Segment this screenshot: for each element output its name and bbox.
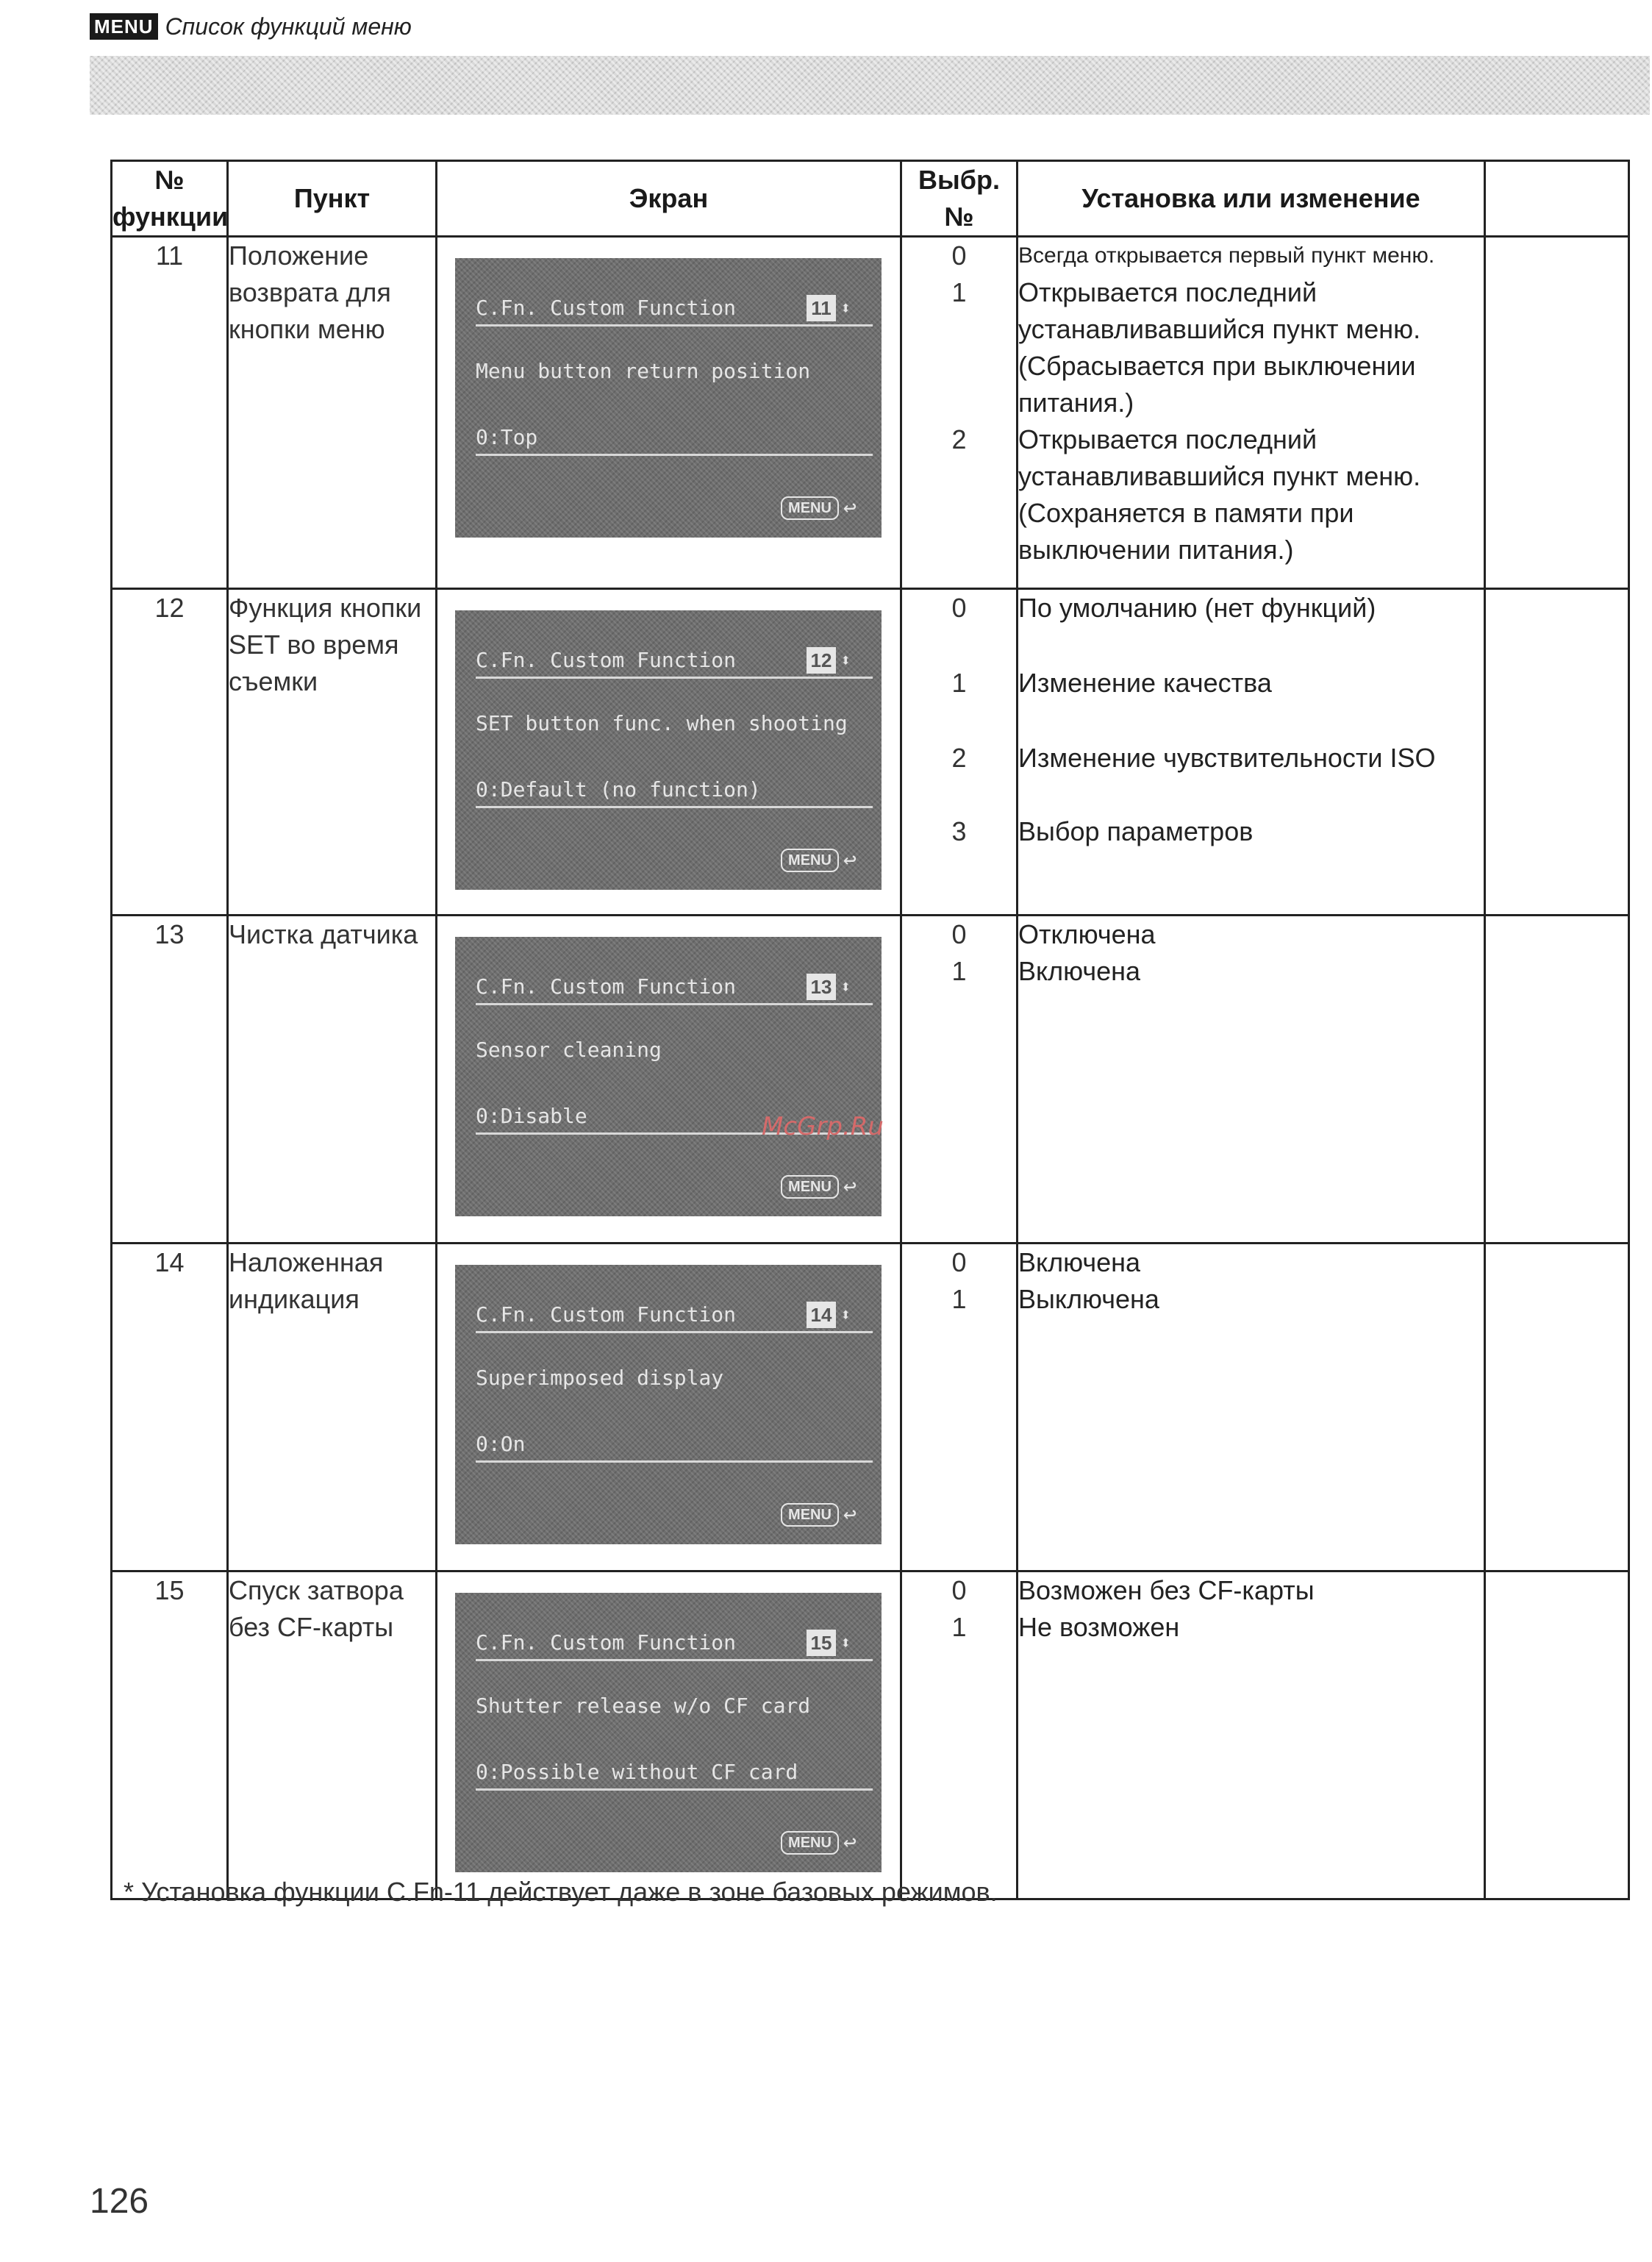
selection-number: 0 — [951, 919, 967, 949]
function-number: 13 — [112, 916, 228, 1244]
screen-function-value: 0:Disable — [476, 1104, 587, 1128]
selection-number: 1 — [951, 277, 967, 307]
screen-function-name: Superimposed display — [476, 1366, 724, 1390]
return-arrow-icon: ↩ — [843, 847, 857, 873]
setting-description: Изменение качества — [1018, 668, 1272, 698]
selection-numbers — [901, 1244, 1018, 1571]
screen-title: C.Fn. Custom Function — [476, 974, 737, 999]
function-number: 11 — [112, 237, 228, 589]
page-number: 126 — [90, 2182, 149, 2221]
menu-button-icon: MENU — [781, 1175, 839, 1199]
setting-description: Выключена — [1018, 1284, 1159, 1314]
function-item: Чистка датчика — [228, 916, 437, 1244]
screen-cell — [437, 1571, 901, 1899]
return-arrow-icon: ↩ — [843, 1174, 857, 1199]
camera-screen — [455, 937, 882, 1216]
setting-description: Отключена — [1018, 919, 1156, 949]
setting-descriptions — [1018, 1244, 1485, 1571]
screen-function-value: 0:On — [476, 1432, 526, 1456]
table-row — [112, 1244, 1629, 1571]
menu-button-icon: MENU — [781, 496, 839, 520]
blank-cell — [1485, 1244, 1629, 1571]
function-item: Спуск затвора без CF-карты — [228, 1571, 437, 1899]
table-row — [112, 237, 1629, 589]
selection-number: 1 — [951, 1612, 967, 1642]
selection-number: 1 — [951, 668, 967, 698]
selection-number: 0 — [951, 1247, 967, 1277]
setting-description: Включена — [1018, 956, 1141, 986]
screen-function-name: Shutter release w/o CF card — [476, 1694, 811, 1718]
table-header-row — [112, 161, 1629, 237]
setting-description: Открывается последний устанавливавшийся пункт меню. (Сохраняется в памяти при выключении питания.) — [1018, 424, 1421, 565]
selection-number: 2 — [951, 424, 967, 454]
selection-numbers — [901, 237, 1018, 589]
setting-description: Возможен без CF-карты — [1018, 1575, 1315, 1605]
screen-cell — [437, 1244, 901, 1571]
return-arrow-icon: ↩ — [843, 1830, 857, 1855]
screen-function-number: 14 — [807, 1302, 836, 1328]
screen-function-name: SET button func. when shooting — [476, 711, 848, 735]
setting-descriptions — [1018, 916, 1485, 1244]
blank-cell — [1485, 1571, 1629, 1899]
camera-screen — [455, 1593, 882, 1872]
blank-cell — [1485, 916, 1629, 1244]
screen-cell — [437, 589, 901, 916]
function-item: Наложенная индикация — [228, 1244, 437, 1571]
camera-screen — [455, 1265, 882, 1544]
up-down-arrows-icon: ⬍ — [840, 1305, 851, 1325]
function-item: Функция кнопки SET во время съемки — [228, 589, 437, 916]
setting-description: По умолчанию (нет функций) — [1018, 593, 1376, 623]
menu-button-icon: MENU — [781, 1831, 839, 1855]
return-arrow-icon: ↩ — [843, 1502, 857, 1527]
section-title: Список функций меню — [165, 13, 412, 40]
setting-description: Включена — [1018, 1247, 1141, 1277]
function-number: 14 — [112, 1244, 228, 1571]
setting-descriptions — [1018, 589, 1485, 916]
column-header-item: Пункт — [228, 161, 437, 237]
return-arrow-icon: ↩ — [843, 495, 857, 521]
camera-screen — [455, 258, 882, 538]
column-header-blank — [1485, 161, 1629, 237]
selection-numbers — [901, 916, 1018, 1244]
setting-descriptions — [1018, 1571, 1485, 1899]
menu-button-icon: MENU — [781, 849, 839, 872]
blank-cell — [1485, 237, 1629, 589]
setting-descriptions — [1018, 237, 1485, 589]
screen-function-value: 0:Possible without CF card — [476, 1760, 798, 1784]
screen-function-number: 11 — [807, 295, 836, 321]
column-header-no: № функции — [112, 161, 228, 237]
up-down-arrows-icon: ⬍ — [840, 650, 851, 671]
selection-number: 1 — [951, 956, 967, 986]
header-band — [90, 56, 1650, 115]
setting-description: Всегда открывается первый пункт меню. — [1018, 243, 1435, 268]
setting-description: Выбор параметров — [1018, 816, 1254, 846]
menu-button-icon: MENU — [781, 1503, 839, 1527]
page-header — [90, 10, 412, 43]
up-down-arrows-icon: ⬍ — [840, 298, 851, 318]
up-down-arrows-icon: ⬍ — [840, 977, 851, 997]
setting-description: Изменение чувствительности ISO — [1018, 743, 1436, 773]
table-row — [112, 589, 1629, 916]
screen-function-name: Sensor cleaning — [476, 1038, 662, 1062]
selection-number: 3 — [951, 816, 967, 846]
selection-number: 1 — [951, 1284, 967, 1314]
function-item: Положение возврата для кнопки меню — [228, 237, 437, 589]
selection-number: 2 — [951, 743, 967, 773]
footnote: * Установка функции C.Fn-11 действует даже в зоне базовых режимов. — [124, 1877, 998, 1907]
screen-cell — [437, 916, 901, 1244]
watermark: McGrp.Ru — [762, 1112, 884, 1141]
custom-functions-table — [110, 160, 1630, 1900]
setting-description: Открывается последний устанавливавшийся пункт меню. (Сбрасывается при выключении питания.) — [1018, 277, 1421, 418]
screen-cell — [437, 237, 901, 589]
screen-function-number: 13 — [807, 974, 836, 1000]
screen-function-number: 12 — [807, 647, 836, 674]
selection-number: 0 — [951, 240, 967, 271]
up-down-arrows-icon: ⬍ — [840, 1633, 851, 1653]
table-row — [112, 1571, 1629, 1899]
selection-numbers — [901, 589, 1018, 916]
function-number: 12 — [112, 589, 228, 916]
camera-screen — [455, 610, 882, 890]
table-row — [112, 916, 1629, 1244]
screen-function-value: 0:Default (no function) — [476, 777, 761, 802]
screen-title: C.Fn. Custom Function — [476, 1630, 737, 1655]
screen-function-number: 15 — [807, 1630, 836, 1656]
column-header-setting: Установка или изменение — [1018, 161, 1485, 237]
menu-badge: MENU — [90, 13, 158, 40]
column-header-screen: Экран — [437, 161, 901, 237]
screen-title: C.Fn. Custom Function — [476, 648, 737, 672]
column-header-selection: Выбр. № — [901, 161, 1018, 237]
setting-description: Не возможен — [1018, 1612, 1180, 1642]
function-number: 15 — [112, 1571, 228, 1899]
screen-title: C.Fn. Custom Function — [476, 296, 737, 320]
screen-function-value: 0:Top — [476, 425, 538, 449]
selection-number: 0 — [951, 593, 967, 623]
screen-function-name: Menu button return position — [476, 359, 811, 383]
blank-cell — [1485, 589, 1629, 916]
screen-title: C.Fn. Custom Function — [476, 1302, 737, 1327]
selection-number: 0 — [951, 1575, 967, 1605]
selection-numbers — [901, 1571, 1018, 1899]
